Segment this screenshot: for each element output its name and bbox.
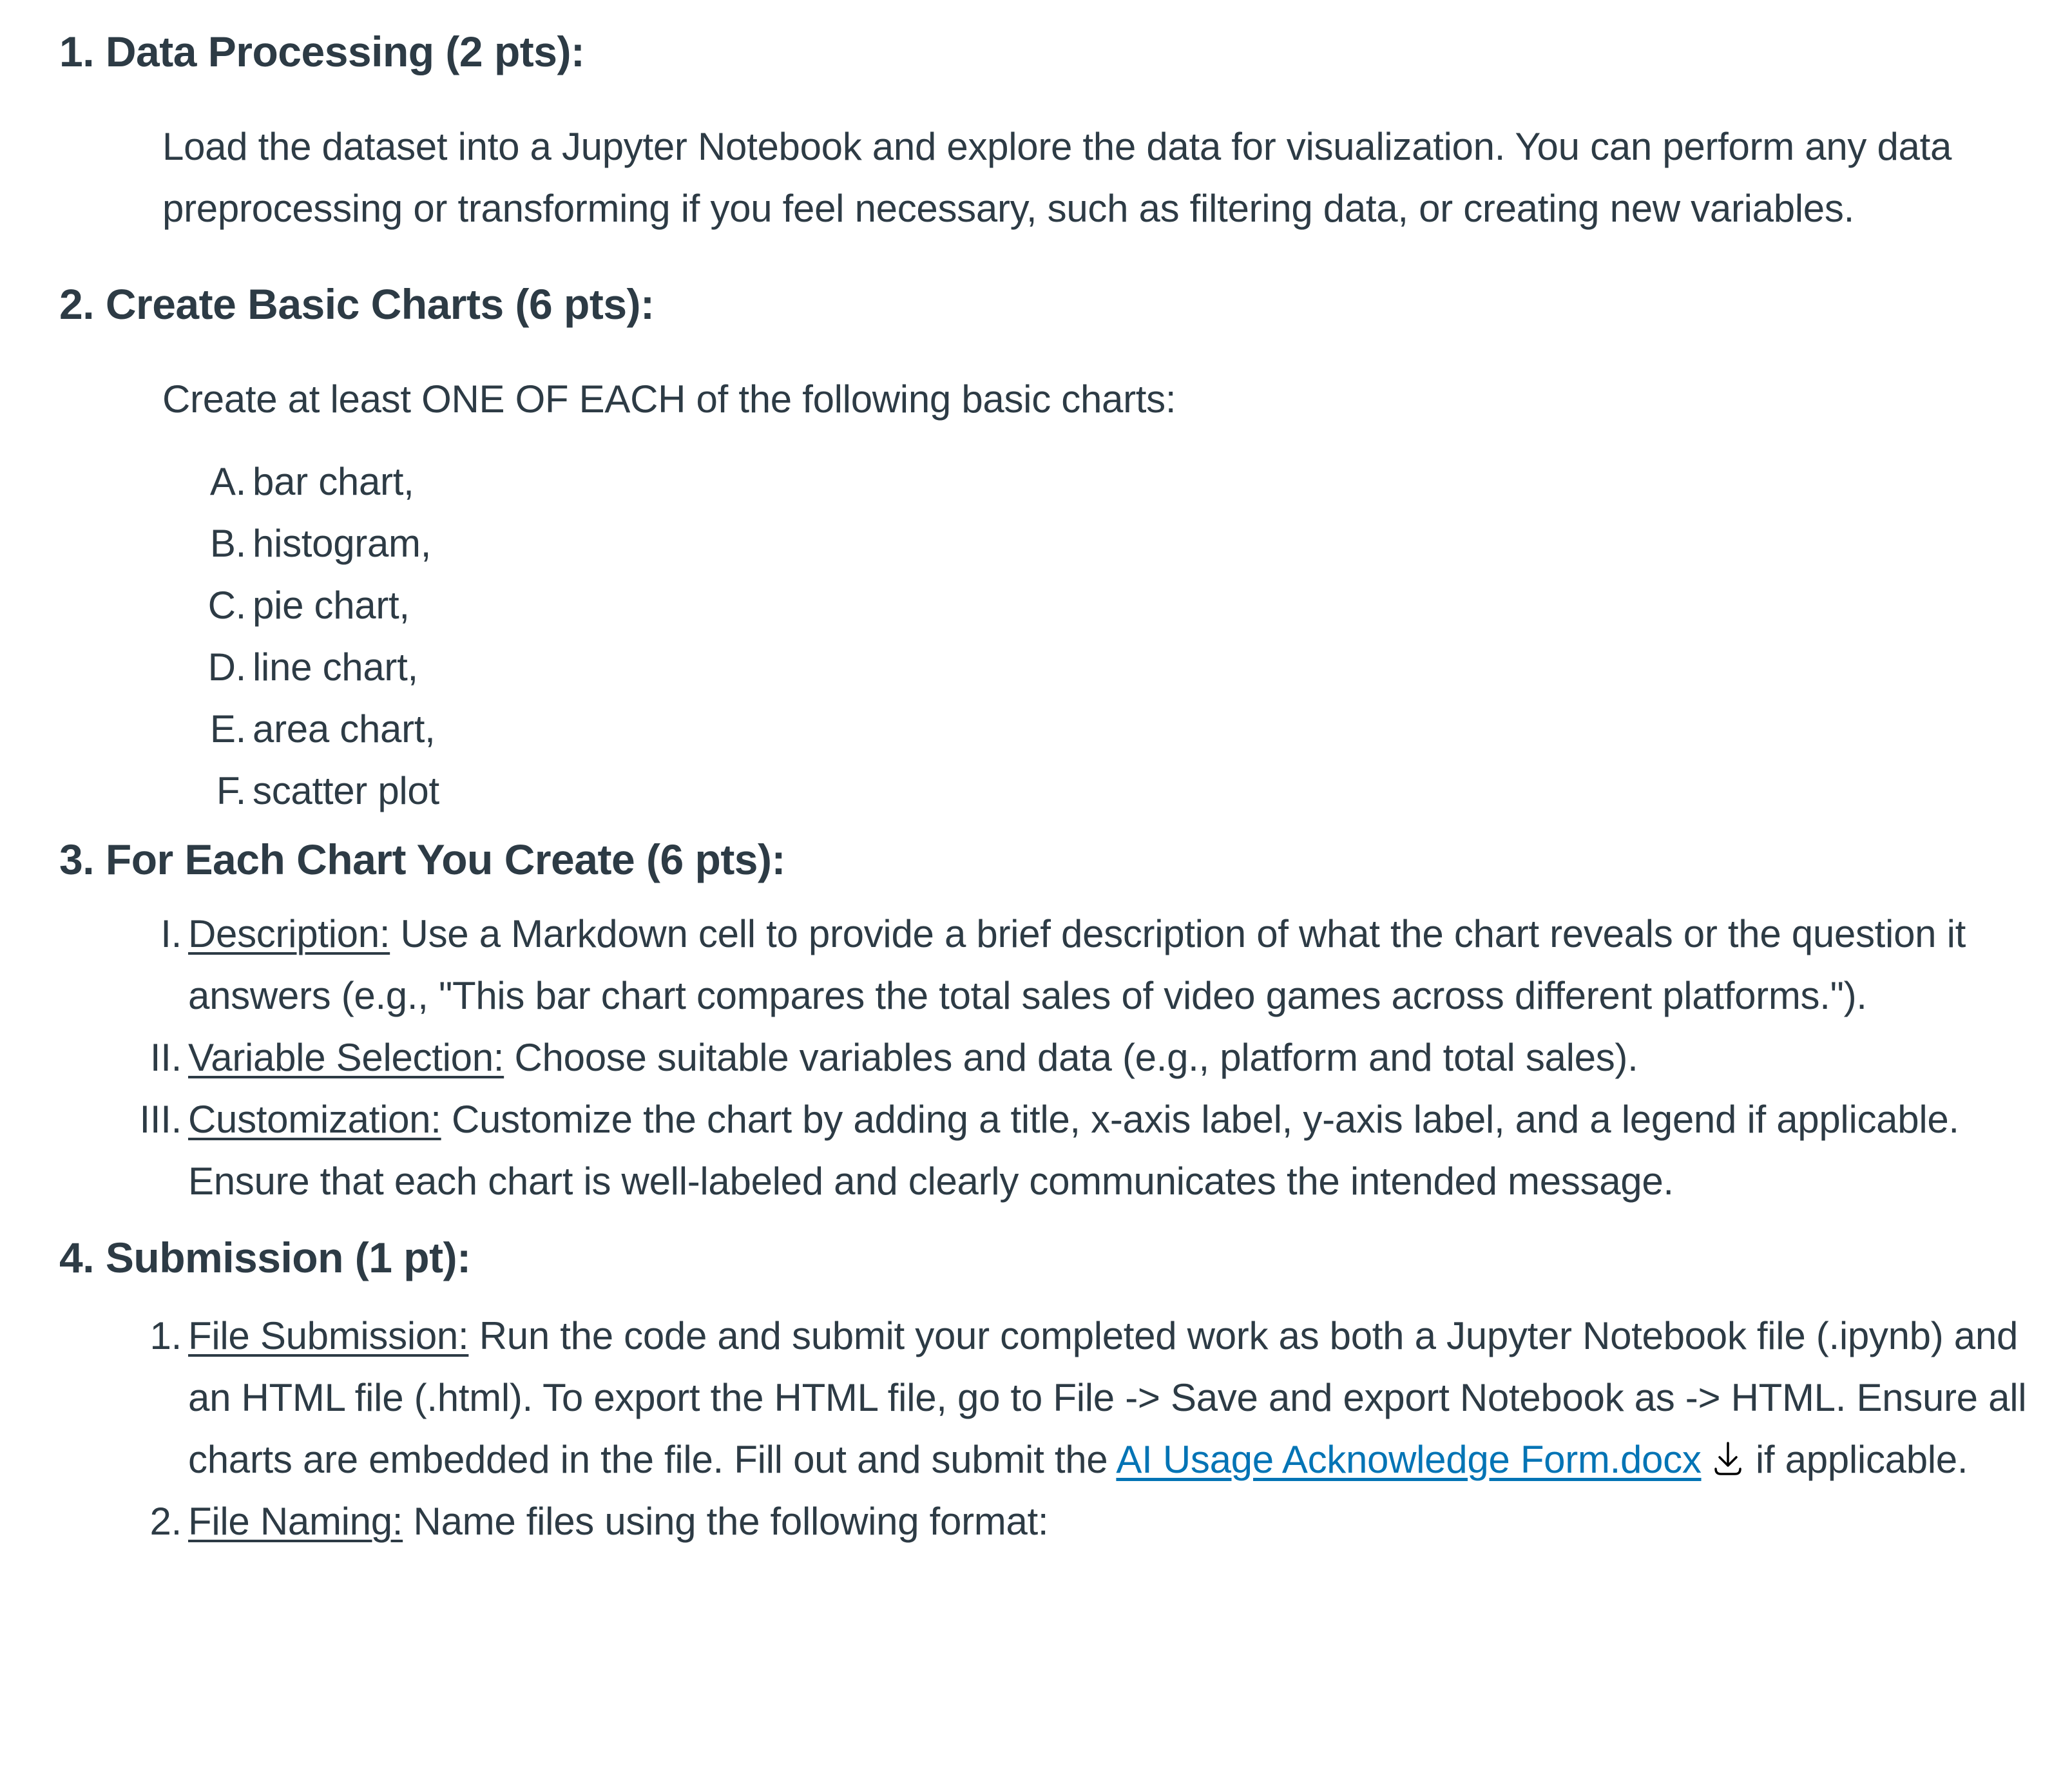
data-processing-body: Load the dataset into a Jupyter Notebook and explore the data for visualization. You can perform any data preprocessing or transforming if you feel necessary, such as filtering data, or creating new variables.	[162, 125, 1952, 230]
list-item-variable-selection	[59, 1027, 2057, 1089]
list-item-text: scatter plot	[253, 769, 439, 812]
list-item-text: line chart,	[253, 646, 418, 689]
list-marker: II.	[149, 1036, 182, 1079]
list-marker: III.	[139, 1098, 182, 1141]
list-item	[59, 451, 2072, 513]
list-item	[59, 760, 2072, 822]
item-label: Description:	[188, 912, 390, 955]
list-item	[59, 636, 2072, 698]
list-item-text: bar chart,	[253, 460, 414, 503]
heading-data-processing: 1. Data Processing (2 pts):	[59, 28, 585, 75]
submission-list	[59, 1305, 2072, 1553]
list-marker: 1.	[149, 1314, 182, 1357]
list-item-text: pie chart,	[253, 584, 410, 627]
item-text-after: if applicable.	[1745, 1438, 1968, 1481]
item-label: Customization:	[188, 1098, 441, 1141]
item-text: Use a Markdown cell to provide a brief description of what the chart reveals or the question it answers (e.g., "This bar chart compares the total sales of video games across different platforms.").	[188, 912, 1966, 1017]
list-item-description	[59, 903, 2057, 1027]
list-marker: C.	[207, 584, 246, 627]
chart-requirements-list	[59, 903, 2072, 1212]
list-marker: B.	[209, 522, 246, 565]
item-label: Variable Selection:	[188, 1036, 504, 1079]
list-item	[59, 575, 2072, 636]
item-label: File Submission:	[188, 1314, 469, 1357]
list-marker: 2.	[149, 1500, 182, 1543]
list-item-text: area chart,	[253, 707, 436, 751]
basic-charts-intro: Create at least ONE OF EACH of the following basic charts:	[162, 378, 1176, 421]
list-item-file-naming	[59, 1491, 2057, 1553]
item-text: Run the code and submit your completed work as both a Jupyter Notebook file (.ipynb) and an HTML file (.html). To export the HTML file, go to File -> Save and export Notebook as -> HTML. Ensure all charts are embedded in the file. Fill out and submit the	[188, 1314, 2027, 1481]
heading-submission: 4. Submission (1 pt):	[59, 1234, 471, 1281]
list-marker: F.	[216, 769, 246, 812]
list-marker: D.	[207, 646, 246, 689]
list-item	[59, 513, 2072, 575]
list-marker: A.	[209, 460, 246, 503]
item-text: Customize the chart by adding a title, x-axis label, y-axis label, and a legend if applicable. Ensure that each chart is well-labeled and clearly communicates the intended message.	[188, 1098, 1959, 1203]
item-text: Choose suitable variables and data (e.g., platform and total sales).	[504, 1036, 1638, 1079]
list-item-text: histogram,	[253, 522, 432, 565]
list-marker: I.	[160, 912, 182, 955]
list-marker: E.	[209, 707, 246, 751]
list-item	[59, 698, 2072, 760]
ai-usage-form-link[interactable]: AI Usage Acknowledge Form.docx	[1116, 1438, 1702, 1481]
item-text: Name files using the following format:	[403, 1500, 1049, 1543]
heading-create-basic-charts: 2. Create Basic Charts (6 pts):	[59, 280, 655, 328]
list-item-customization	[59, 1089, 2057, 1212]
chart-types-list	[59, 451, 2072, 822]
heading-for-each-chart: 3. For Each Chart You Create (6 pts):	[59, 836, 785, 883]
item-label: File Naming:	[188, 1500, 403, 1543]
list-item-file-submission	[59, 1305, 2057, 1491]
download-icon[interactable]	[1713, 1434, 1743, 1473]
